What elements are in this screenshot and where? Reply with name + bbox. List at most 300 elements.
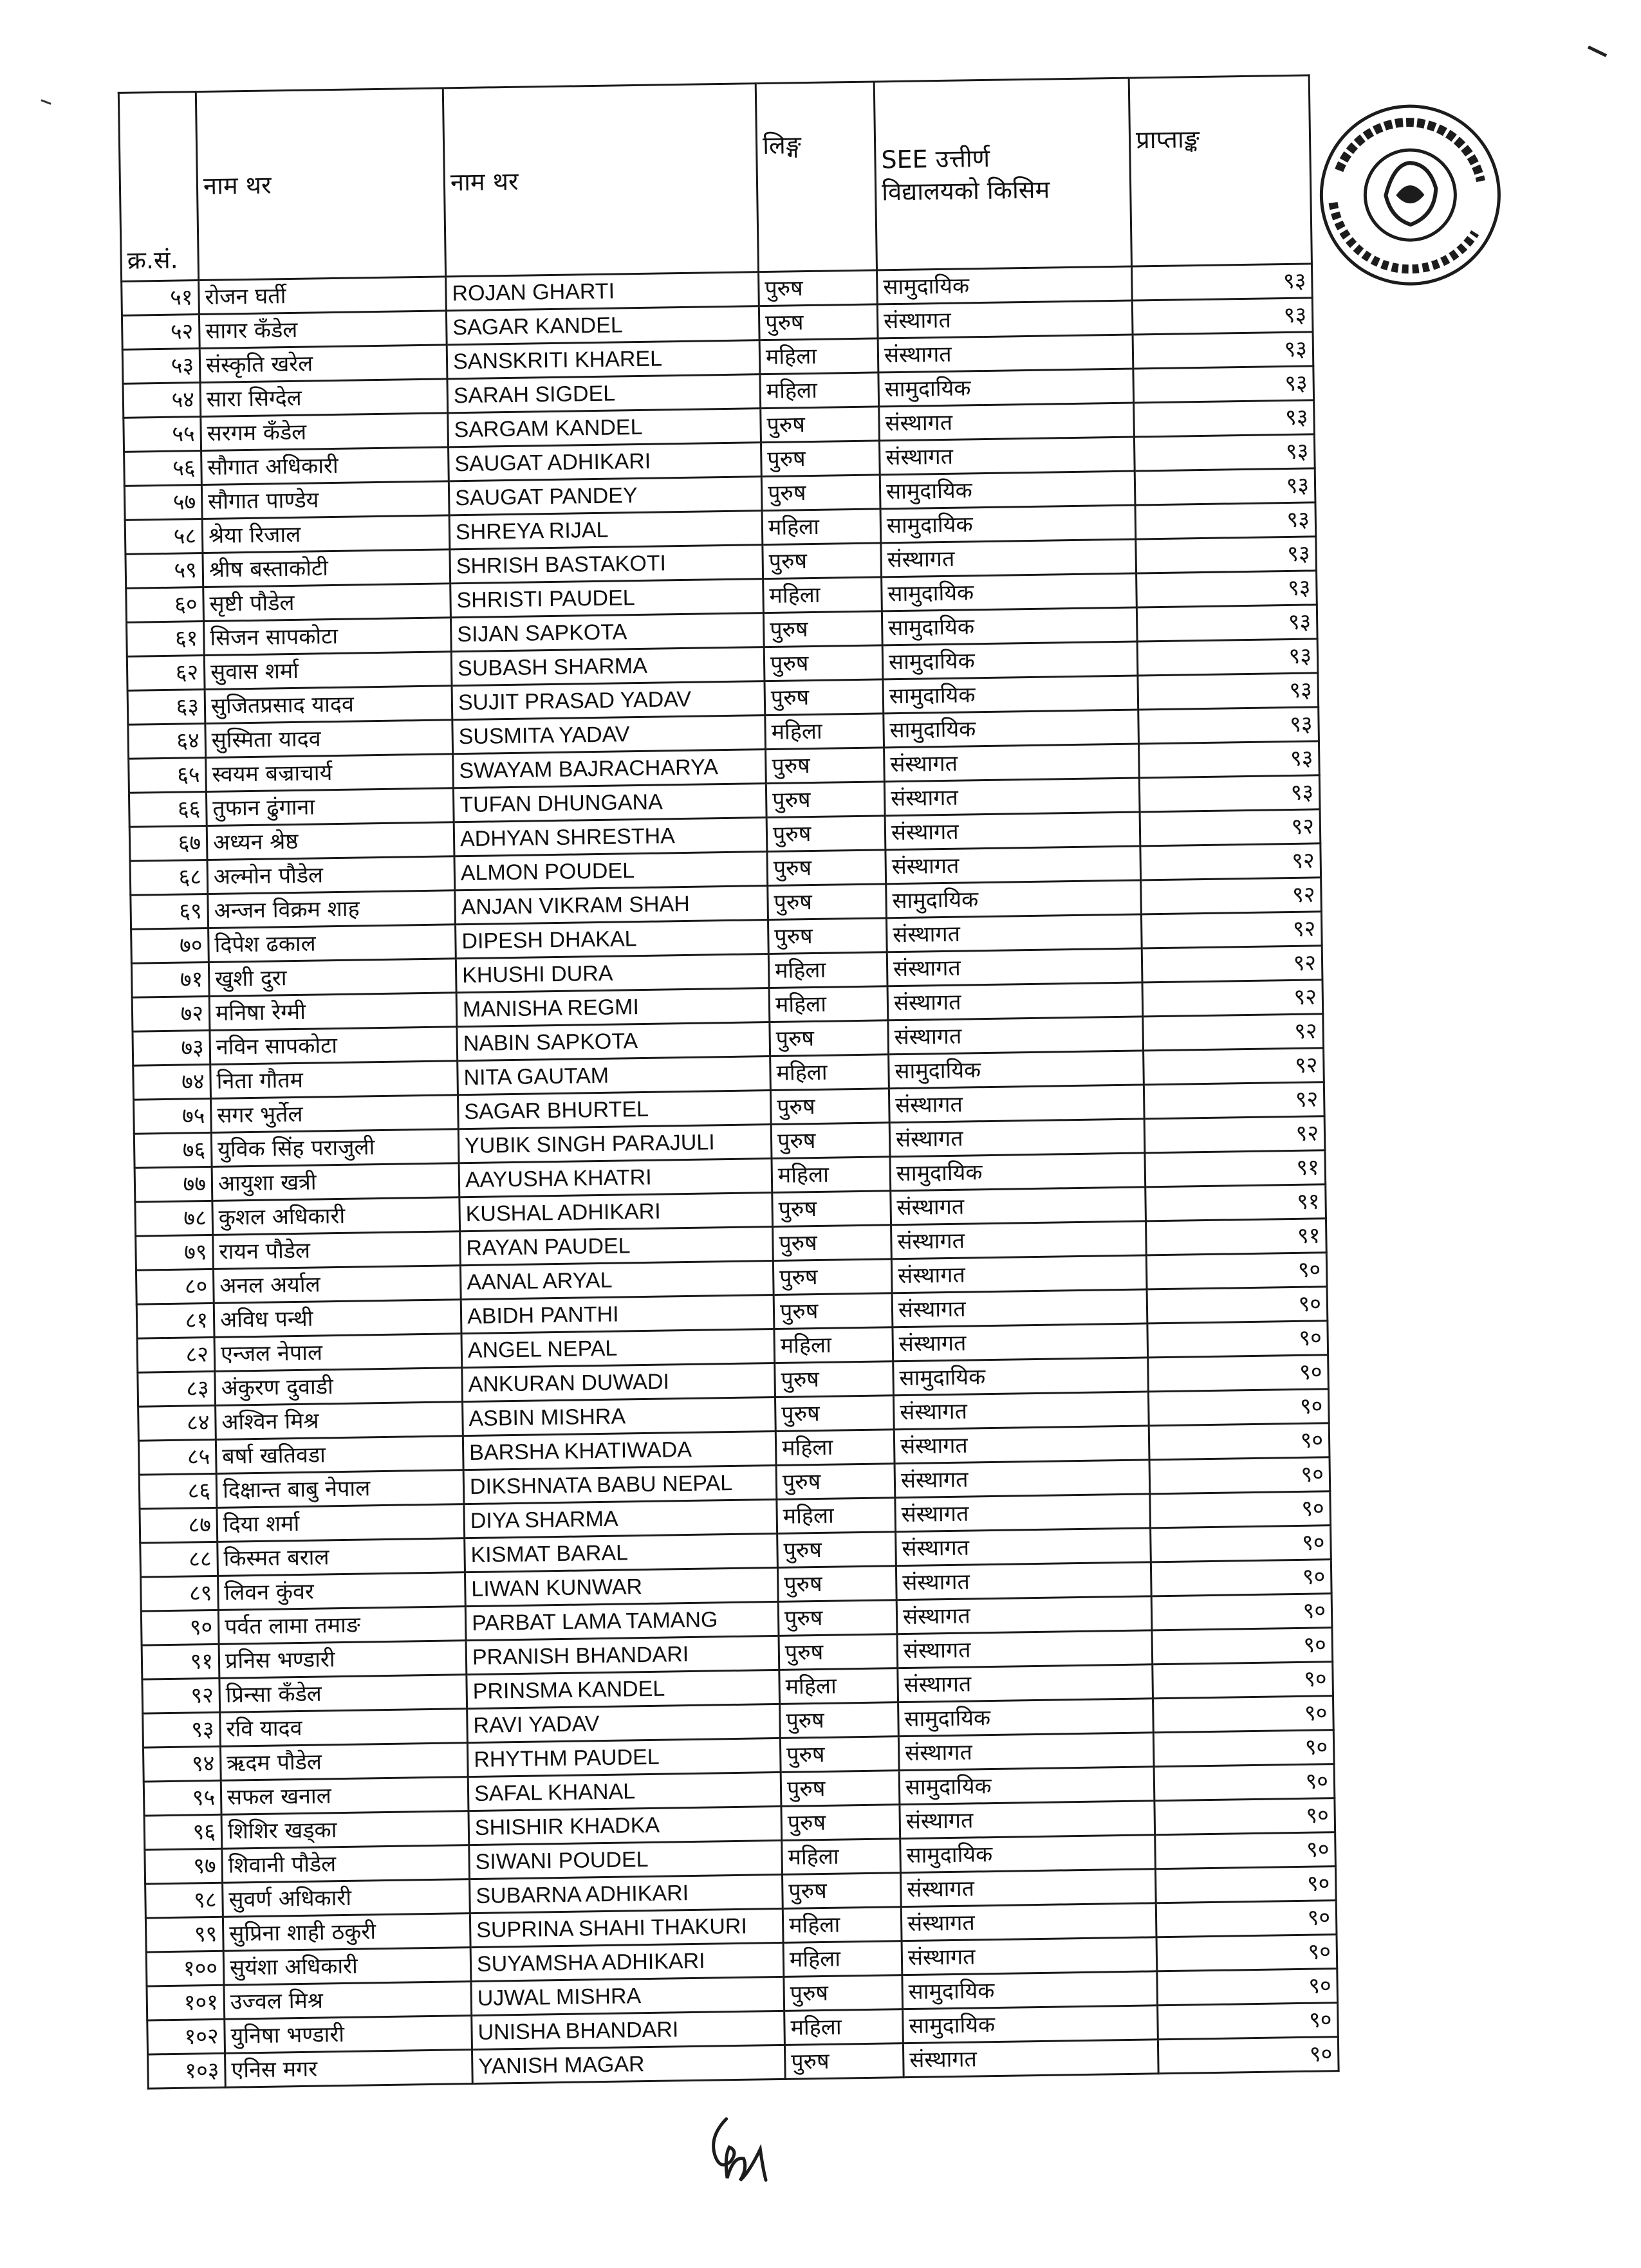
school-type-cell: संस्थागत [896,1528,1151,1566]
school-type-cell: संस्थागत [877,300,1133,338]
school-type-cell: संस्थागत [885,812,1140,850]
school-type-cell: संस्थागत [884,744,1140,782]
name-english-cell: DIPESH DHAKAL [456,920,769,959]
school-type-cell: संस्थागत [903,2040,1158,2078]
office-stamp [1312,97,1508,293]
name-nepali-cell: सुस्मिता यादव [205,720,453,758]
gender-cell: पुरुष [763,611,882,647]
serial-cell: ७४ [133,1064,211,1100]
school-type-cell: सामुदायिक [877,266,1133,304]
name-english-cell: UNISHA BHANDARI [472,2011,785,2049]
name-nepali-cell: रायन पौडेल [213,1231,461,1269]
serial-cell: ९९ [145,1917,223,1952]
gender-cell: पुरुष [781,1805,900,1841]
gender-cell: पुरुष [773,1259,892,1295]
marks-cell: ९३ [1133,332,1313,369]
name-nepali-cell: रोजन घर्ती [199,277,447,315]
gender-cell: पुरुष [766,748,885,784]
serial-cell: ५५ [124,417,201,452]
marks-cell: ९० [1155,1832,1336,1869]
gender-cell: पुरुष [777,1566,896,1602]
serial-cell: ६० [126,587,204,623]
name-english-cell: ADHYAN SHRESTHA [454,818,767,856]
name-nepali-cell: प्रनिस भण्डारी [219,1641,467,1679]
school-type-cell: संस्थागत [893,1323,1148,1361]
gender-cell: महिला [760,373,879,409]
name-english-cell: DIKSHNATA BABU NEPAL [463,1465,777,1504]
marks-cell: ९२ [1144,1082,1324,1119]
header-school-line2: विद्यालयको किसिम [881,175,1050,207]
name-english-cell: SUPRINA SHAHI THAKURI [470,1908,783,1947]
name-nepali-cell: अविध पन्थी [214,1300,461,1338]
name-nepali-cell: युनिषा भण्डारी [225,2016,472,2054]
serial-cell: ७० [131,928,209,963]
marks-cell: ९३ [1136,605,1317,641]
serial-cell: ६५ [129,758,207,793]
serial-cell: ८९ [141,1576,219,1611]
school-type-cell: सामुदायिक [886,880,1142,918]
serial-cell: १०३ [148,2053,226,2088]
gender-cell: पुरुष [778,1600,897,1636]
serial-cell: ७६ [134,1132,212,1168]
gender-cell: पुरुष [783,1873,902,1909]
name-nepali-cell: शिवानी पौडेल [222,1845,470,1883]
name-nepali-cell: एनिस मगर [225,2050,473,2088]
name-english-cell: RAVI YADAV [467,1704,781,1742]
name-nepali-cell: दिपेश ढकाल [209,925,456,963]
serial-cell: ५६ [124,451,202,486]
marks-cell: ९२ [1140,844,1321,880]
marks-cell: ९३ [1135,502,1316,539]
gender-cell: पुरुष [768,918,887,954]
marks-cell: ९३ [1136,571,1317,607]
serial-cell: ७८ [135,1201,213,1236]
school-type-cell: संस्थागत [898,1733,1154,1771]
serial-cell: ९६ [144,1814,222,1850]
name-nepali-cell: खुशी दुरा [209,959,456,997]
gender-cell: पुरुष [784,2043,904,2079]
name-nepali-cell: सुजितप्रसाद यादव [205,686,452,724]
name-english-cell: ROJAN GHARTI [446,272,759,311]
marks-cell: ९१ [1145,1185,1326,1221]
marks-cell: ९० [1152,1628,1333,1664]
name-nepali-cell: संस्कृति खरेल [199,345,447,383]
name-nepali-cell: तुफान ढुंगाना [206,788,454,826]
marks-cell: ९० [1156,1935,1337,1971]
marks-cell: ९० [1155,1867,1336,1903]
school-type-cell: संस्थागत [885,846,1141,884]
gender-cell: पुरुष [774,1293,893,1329]
school-type-cell: संस्थागत [881,539,1136,577]
gender-cell: पुरुष [761,475,880,511]
signature-graphic [700,2110,779,2189]
gender-cell: महिला [762,509,881,545]
name-english-cell: AANAL ARYAL [460,1261,774,1300]
serial-cell: १०० [146,1951,224,1986]
name-nepali-cell: बर्षा खतिवडा [216,1436,463,1474]
school-type-cell: संस्थागत [891,1221,1147,1259]
marks-cell: ९० [1157,1969,1338,2005]
header-school-line1: SEE उत्तीर्ण [881,143,990,174]
name-english-cell: RHYTHM PAUDEL [467,1738,781,1776]
marks-cell: ९३ [1135,468,1315,505]
gender-cell: पुरुष [771,1123,890,1159]
name-english-cell: SARGAM KANDEL [448,409,761,447]
marks-cell: ९० [1158,2037,1339,2074]
name-english-cell: PRINSMA KANDEL [467,1670,780,1708]
marks-cell: ९३ [1134,400,1315,437]
name-english-cell: ALMON POUDEL [454,852,768,890]
name-english-cell: UJWAL MISHRA [471,1977,784,2015]
name-nepali-cell: सुयंशा अधिकारी [223,1948,471,1986]
student-list-table [118,74,1340,2089]
gender-cell: पुरुष [764,645,883,681]
serial-cell: ७९ [136,1235,214,1270]
name-nepali-cell: एन्जल नेपाल [214,1334,462,1372]
name-english-cell: ANKURAN DUWADI [462,1363,775,1401]
marks-cell: ९० [1151,1560,1331,1596]
gender-cell: पुरुष [767,850,886,886]
name-nepali-cell: सिजन सापकोटा [204,618,452,656]
gender-cell: महिला [769,986,888,1022]
name-nepali-cell: लिवन कुंवर [218,1572,466,1610]
gender-cell: महिला [770,1055,889,1091]
school-type-cell: संस्थागत [900,1869,1156,1907]
name-english-cell: MANISHA REGMI [456,988,770,1027]
serial-cell: ६१ [127,622,205,657]
marks-cell: ९१ [1145,1219,1326,1255]
name-nepali-cell: अंकुरण दुवाडी [215,1368,463,1406]
gender-cell: पुरुष [773,1225,892,1261]
name-english-cell: SAUGAT PANDEY [449,477,762,515]
marks-cell: ९० [1158,2003,1339,2040]
marks-cell: ९० [1146,1253,1327,1289]
header-school-type [874,78,1131,270]
serial-cell: ९७ [145,1849,223,1884]
school-type-cell: संस्थागत [888,1017,1144,1055]
name-nepali-cell: सगर भुर्तेल [211,1095,459,1133]
school-type-cell: संस्थागत [879,437,1135,475]
gender-cell: महिला [783,1907,902,1943]
school-type-cell: संस्थागत [887,948,1142,986]
school-type-cell: संस्थागत [889,1085,1144,1123]
serial-cell: १०१ [147,1985,225,2020]
name-nepali-cell: किस्मत बराल [218,1538,465,1576]
marks-cell: ९३ [1134,434,1315,471]
gender-cell: पुरुष [780,1737,899,1773]
gender-cell: महिला [759,338,878,374]
name-nepali-cell: अध्यन श्रेष्ठ [207,822,454,860]
name-nepali-cell: नविन सापकोटा [210,1027,458,1065]
serial-cell: ८१ [136,1303,214,1338]
serial-cell: ६८ [130,860,208,895]
name-english-cell: YANISH MAGAR [472,2045,785,2083]
marks-cell: ९३ [1136,537,1317,573]
marks-cell: ९२ [1142,980,1323,1017]
school-type-cell: संस्थागत [878,335,1133,373]
gender-cell: महिला [777,1498,896,1534]
marks-cell: ९० [1153,1696,1334,1733]
name-nepali-cell: मनिषा रेग्मी [209,993,457,1031]
school-type-cell: संस्थागत [900,1801,1155,1839]
name-nepali-cell: दिया शर्मा [217,1504,465,1542]
gender-cell: पुरुष [780,1702,899,1738]
marks-cell: ९३ [1133,366,1314,403]
serial-cell: ९५ [144,1780,221,1816]
marks-cell: ९२ [1142,946,1322,982]
serial-cell: ९८ [145,1883,223,1918]
header-name-nepali: नाम थर [196,88,445,281]
name-english-cell: SAUGAT ADHIKARI [449,443,762,481]
name-nepali-cell: सागर कँडेल [199,311,447,349]
gender-cell: महिला [775,1430,895,1466]
gender-cell: पुरुष [759,304,878,340]
name-english-cell: SIWANI POUDEL [469,1840,783,1879]
marks-cell: ९० [1153,1662,1333,1699]
gender-cell: पुरुष [775,1396,894,1432]
name-english-cell: YUBIK SINGH PARAJULI [458,1125,772,1163]
serial-cell: ९१ [142,1644,219,1679]
gender-cell: पुरुष [761,407,880,443]
name-english-cell: PRANISH BHANDARI [466,1636,779,1674]
name-nepali-cell: कुशल अधिकारी [212,1197,460,1235]
serial-cell: ६९ [131,894,209,929]
school-type-cell: सामुदायिक [882,641,1138,679]
school-type-cell: सामुदायिक [899,1767,1154,1805]
corner-mark [1587,44,1610,59]
gender-cell: पुरुष [763,543,882,579]
school-type-cell: संस्थागत [897,1630,1153,1668]
school-type-cell: सामुदायिक [884,710,1139,748]
marks-cell: ९२ [1141,878,1322,914]
header-serial: क्र.सं. [118,92,198,282]
gender-cell: पुरुष [770,1089,889,1125]
serial-cell: ७३ [133,1030,210,1065]
gender-cell: पुरुष [775,1361,894,1397]
marks-cell: ९३ [1139,775,1320,812]
name-english-cell: TUFAN DHUNGANA [453,784,766,822]
name-nepali-cell: सौगात पाण्डेय [201,481,449,519]
signature [700,2110,779,2189]
gender-cell: महिला [783,1941,902,1977]
serial-cell: ९० [141,1610,219,1645]
serial-cell: ७२ [132,996,210,1031]
school-type-cell: संस्थागत [892,1289,1147,1327]
marks-cell: ९२ [1140,809,1321,846]
name-english-cell: SHISHIR KHADKA [468,1806,782,1845]
name-nepali-cell: अन्जन विक्रम शाह [208,890,456,928]
name-english-cell: SUYAMSHA ADHIKARI [470,1942,784,1981]
serial-cell: ८३ [138,1371,216,1406]
gender-cell: महिला [763,577,882,613]
school-type-cell: संस्थागत [896,1562,1151,1600]
school-type-cell: संस्थागत [886,914,1142,952]
school-type-cell: सामुदायिक [880,471,1135,509]
gender-cell: पुरुष [781,1771,900,1807]
school-type-cell: सामुदायिक [893,1358,1149,1396]
name-nepali-cell: प्रिन्सा कँडेल [219,1675,467,1713]
gender-cell: महिला [774,1327,893,1363]
school-type-cell: सामुदायिक [903,2005,1158,2043]
name-nepali-cell: श्रेया रिजाल [202,515,450,553]
gender-cell: पुरुष [766,782,885,818]
name-english-cell: DIYA SHARMA [464,1499,777,1538]
name-english-cell: SAGAR BHURTEL [458,1091,771,1129]
name-nepali-cell: अल्मोन पौडेल [207,856,455,894]
gender-cell: पुरुष [761,441,880,477]
name-english-cell: SAGAR KANDEL [446,306,759,345]
serial-cell: ७५ [134,1098,212,1134]
school-type-cell: संस्थागत [887,982,1143,1020]
name-english-cell: SARAH SIGDEL [447,374,761,413]
marks-cell: ९३ [1138,741,1319,778]
marks-cell: ९० [1153,1730,1334,1767]
serial-cell: ५४ [123,383,201,418]
name-nepali-cell: दिक्षान्त बाबु नेपाल [216,1470,464,1508]
gender-cell: पुरुष [770,1020,889,1056]
marks-cell: ९३ [1138,673,1319,710]
marks-cell: ९० [1154,1764,1335,1801]
name-english-cell: SHRISTI PAUDEL [450,579,764,618]
school-type-cell: सामुदायिक [882,573,1137,611]
name-nepali-cell: अश्विन मिश्र [216,1402,463,1440]
school-type-cell: संस्थागत [889,1119,1145,1157]
name-english-cell: SUSMITA YADAV [452,715,766,754]
serial-cell: ८७ [140,1507,218,1543]
serial-cell: ९२ [142,1678,220,1713]
name-nepali-cell: स्वयम बज्राचार्य [206,754,454,792]
marks-cell: ९३ [1132,298,1313,335]
school-type-cell: सामुदायिक [889,1051,1144,1089]
scan-mark [41,95,52,102]
gender-cell: पुरुष [776,1464,895,1500]
marks-cell: ९३ [1138,707,1319,744]
school-type-cell: सामुदायिक [902,1971,1158,2009]
serial-cell: ५१ [122,281,199,316]
marks-cell: ९० [1156,1901,1337,1937]
serial-cell: ८२ [137,1337,215,1372]
gender-cell: महिला [782,1839,901,1875]
marks-cell: ९० [1148,1389,1329,1426]
school-type-cell: संस्थागत [884,778,1140,816]
school-type-cell: संस्थागत [898,1664,1153,1702]
marks-cell: ९० [1154,1798,1335,1835]
serial-cell: ६३ [127,690,205,725]
serial-cell: ५८ [125,519,203,555]
name-nepali-cell: सुवास शर्मा [204,652,452,690]
name-english-cell: PARBAT LAMA TAMANG [465,1601,779,1640]
school-type-cell: सामुदायिक [890,1153,1145,1191]
school-type-cell: संस्थागत [891,1255,1147,1293]
serial-cell: ५७ [124,485,202,521]
school-type-cell: संस्थागत [901,1903,1156,1941]
serial-cell: ८५ [138,1439,216,1475]
name-english-cell: SUJIT PRASAD YADAV [452,681,765,720]
school-type-cell: सामुदायिक [880,505,1136,543]
serial-cell: ८६ [139,1473,217,1509]
gender-cell: पुरुष [759,270,878,306]
name-english-cell: KUSHAL ADHIKARI [459,1193,773,1231]
name-english-cell: SHREYA RIJAL [449,511,763,549]
marks-cell: ९२ [1141,912,1322,948]
name-nepali-cell: उज्वल मिश्र [224,1982,472,2020]
name-nepali-cell: आयुशा खत्री [212,1163,459,1201]
name-nepali-cell: पर्वत लामा तमाङ [218,1607,466,1645]
serial-cell: ७१ [131,962,209,997]
school-type-cell: संस्थागत [895,1494,1151,1532]
name-english-cell: ANJAN VIKRAM SHAH [455,886,768,925]
marks-cell: ९३ [1131,264,1312,300]
school-type-cell: सामुदायिक [883,676,1138,714]
gender-cell: पुरुष [768,884,887,920]
gender-cell: पुरुष [784,1975,903,2011]
name-english-cell: SHRISH BASTAKOTI [450,545,763,584]
school-type-cell: सामुदायिक [878,369,1134,407]
name-english-cell: SAFAL KHANAL [468,1772,781,1811]
school-type-cell: संस्थागत [893,1392,1149,1430]
marks-cell: ९० [1151,1526,1331,1562]
name-english-cell: ABIDH PANTHI [461,1295,774,1334]
name-english-cell: KHUSHI DURA [456,954,769,993]
marks-cell: ९३ [1137,639,1318,676]
gender-cell: पुरुष [765,679,884,715]
name-english-cell: SUBARNA ADHIKARI [470,1874,783,1913]
gender-cell: पुरुष [779,1634,898,1670]
serial-cell: ५३ [122,349,200,384]
serial-cell: १०२ [147,2019,225,2054]
header-gender: लिङ्ग [756,82,876,272]
name-english-cell: KISMAT BARAL [465,1533,778,1572]
name-nepali-cell: युविक सिंह पराजुली [211,1129,459,1167]
school-type-cell: संस्थागत [895,1460,1150,1498]
name-nepali-cell: रवि यादव [220,1709,468,1747]
name-english-cell: SWAYAM BAJRACHARYA [453,750,766,788]
school-type-cell: संस्थागत [879,403,1135,441]
marks-cell: ९० [1147,1287,1328,1323]
serial-cell: ५९ [125,553,203,589]
marks-cell: ९२ [1144,1048,1324,1085]
serial-cell: ६७ [129,825,207,861]
marks-cell: ९० [1149,1457,1330,1494]
name-english-cell: SANSKRITI KHAREL [447,340,760,379]
school-type-cell: सामुदायिक [882,607,1137,645]
name-english-cell: ASBIN MISHRA [463,1397,776,1435]
name-nepali-cell: निता गौतम [210,1061,458,1099]
name-nepali-cell: सारा सिग्देल [200,379,448,417]
serial-cell: ८४ [138,1405,216,1441]
stamp-graphic [1312,97,1508,293]
serial-cell: ९४ [143,1746,221,1782]
name-nepali-cell: सुवर्ण अधिकारी [223,1879,470,1917]
name-english-cell: NABIN SAPKOTA [457,1022,770,1061]
name-english-cell: NITA GAUTAM [458,1056,771,1095]
name-nepali-cell: ऋदम पौडेल [220,1743,468,1781]
gender-cell: पुरुष [777,1532,896,1568]
name-nepali-cell: सफल खनाल [221,1777,468,1815]
gender-cell: महिला [784,2009,904,2045]
serial-cell: ८० [136,1269,214,1304]
name-nepali-cell: सौगात अधिकारी [201,447,449,485]
serial-cell: ९३ [143,1712,221,1747]
name-nepali-cell: सृष्टी पौडेल [203,584,451,622]
header-name-english: नाम थर [443,84,758,277]
name-nepali-cell: सरगम कँडेल [201,413,449,451]
name-english-cell: AAYUSHA KHATRI [459,1159,772,1197]
name-english-cell: BARSHA KHATIWADA [463,1431,776,1470]
school-type-cell: संस्थागत [902,1937,1157,1975]
name-nepali-cell: सुप्रिना शाही ठकुरी [223,1913,470,1951]
name-nepali-cell: शिशिर खड्का [221,1811,469,1849]
